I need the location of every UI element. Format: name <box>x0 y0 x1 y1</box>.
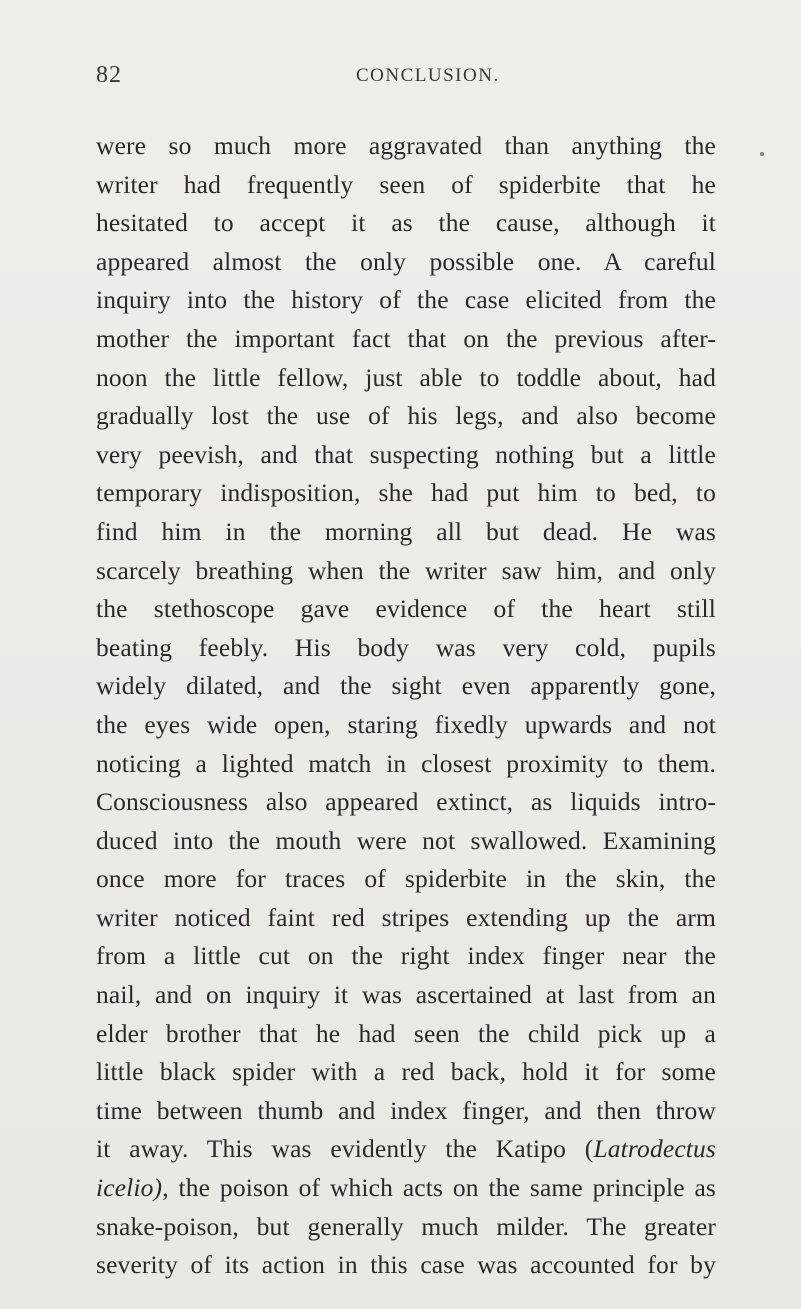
text-line: nail, and on inquiry it was ascertained at last from an <box>96 980 716 1010</box>
text-line-last: severity of its action in this case was accounted for by <box>96 1250 716 1280</box>
text-line: little black spider with a red back, hold it for some <box>96 1057 716 1087</box>
text-line-katipo <box>96 1130 716 1169</box>
text-line: find him in the morning all but dead. He was <box>96 516 716 546</box>
text-line: elder brother that he had seen the child pick up a <box>96 1018 716 1048</box>
text-line: gradually lost the use of his legs, and also become <box>96 401 716 431</box>
text-line: time between thumb and index finger, and then throw <box>96 1095 716 1125</box>
text-line: scarcely breathing when the writer saw him, and only <box>96 555 716 585</box>
text-line: hesitated to accept it as the cause, although it <box>96 208 716 238</box>
text-line: writer noticed faint red stripes extending up the arm <box>96 902 716 932</box>
text-run: it away. This was evidently the Katipo ( <box>96 1134 594 1164</box>
text-line: appeared almost the only possible one. A careful <box>96 246 716 276</box>
italic-species-epithet: icelio) <box>96 1173 163 1203</box>
text-line: writer had frequently seen of spiderbite that he <box>96 169 716 199</box>
page-number: 82 <box>96 62 122 88</box>
running-title: CONCLUSION. <box>356 65 500 86</box>
text-run: , the poison of which acts on the same principle as <box>162 1173 716 1203</box>
text-line: Consciousness also appeared extinct, as liquids intro- <box>96 787 716 817</box>
text-line: noon the little fellow, just able to toddle about, had <box>96 362 716 392</box>
text-line: the stethoscope gave evidence of the heart still <box>96 594 716 624</box>
text-line: the eyes wide open, staring fixedly upwards and not <box>96 709 716 739</box>
text-line: beating feebly. His body was very cold, pupils <box>96 632 716 662</box>
margin-mark <box>760 152 764 156</box>
text-line: were so much more aggravated than anything the <box>96 131 716 160</box>
italic-species-name: Latrodectus <box>593 1134 716 1164</box>
text-line: duced into the mouth were not swallowed. Examining <box>96 825 716 855</box>
text-line: snake-poison, but generally much milder. The greater <box>96 1211 716 1241</box>
text-line: mother the important fact that on the previous after- <box>96 323 716 353</box>
text-line: noticing a lighted match in closest proximity to them. <box>96 748 716 778</box>
text-line: widely dilated, and the sight even apparently gone, <box>96 671 716 701</box>
text-line: from a little cut on the right index finger near the <box>96 941 716 971</box>
body-text <box>96 127 716 1285</box>
text-line: inquiry into the history of the case elicited from the <box>96 285 716 315</box>
text-line: very peevish, and that suspecting nothing but a little <box>96 439 716 469</box>
running-head <box>96 62 716 92</box>
text-line-species <box>96 1169 716 1208</box>
text-line: temporary indisposition, she had put him to bed, to <box>96 478 716 508</box>
text-line: once more for traces of spiderbite in the skin, the <box>96 864 716 894</box>
